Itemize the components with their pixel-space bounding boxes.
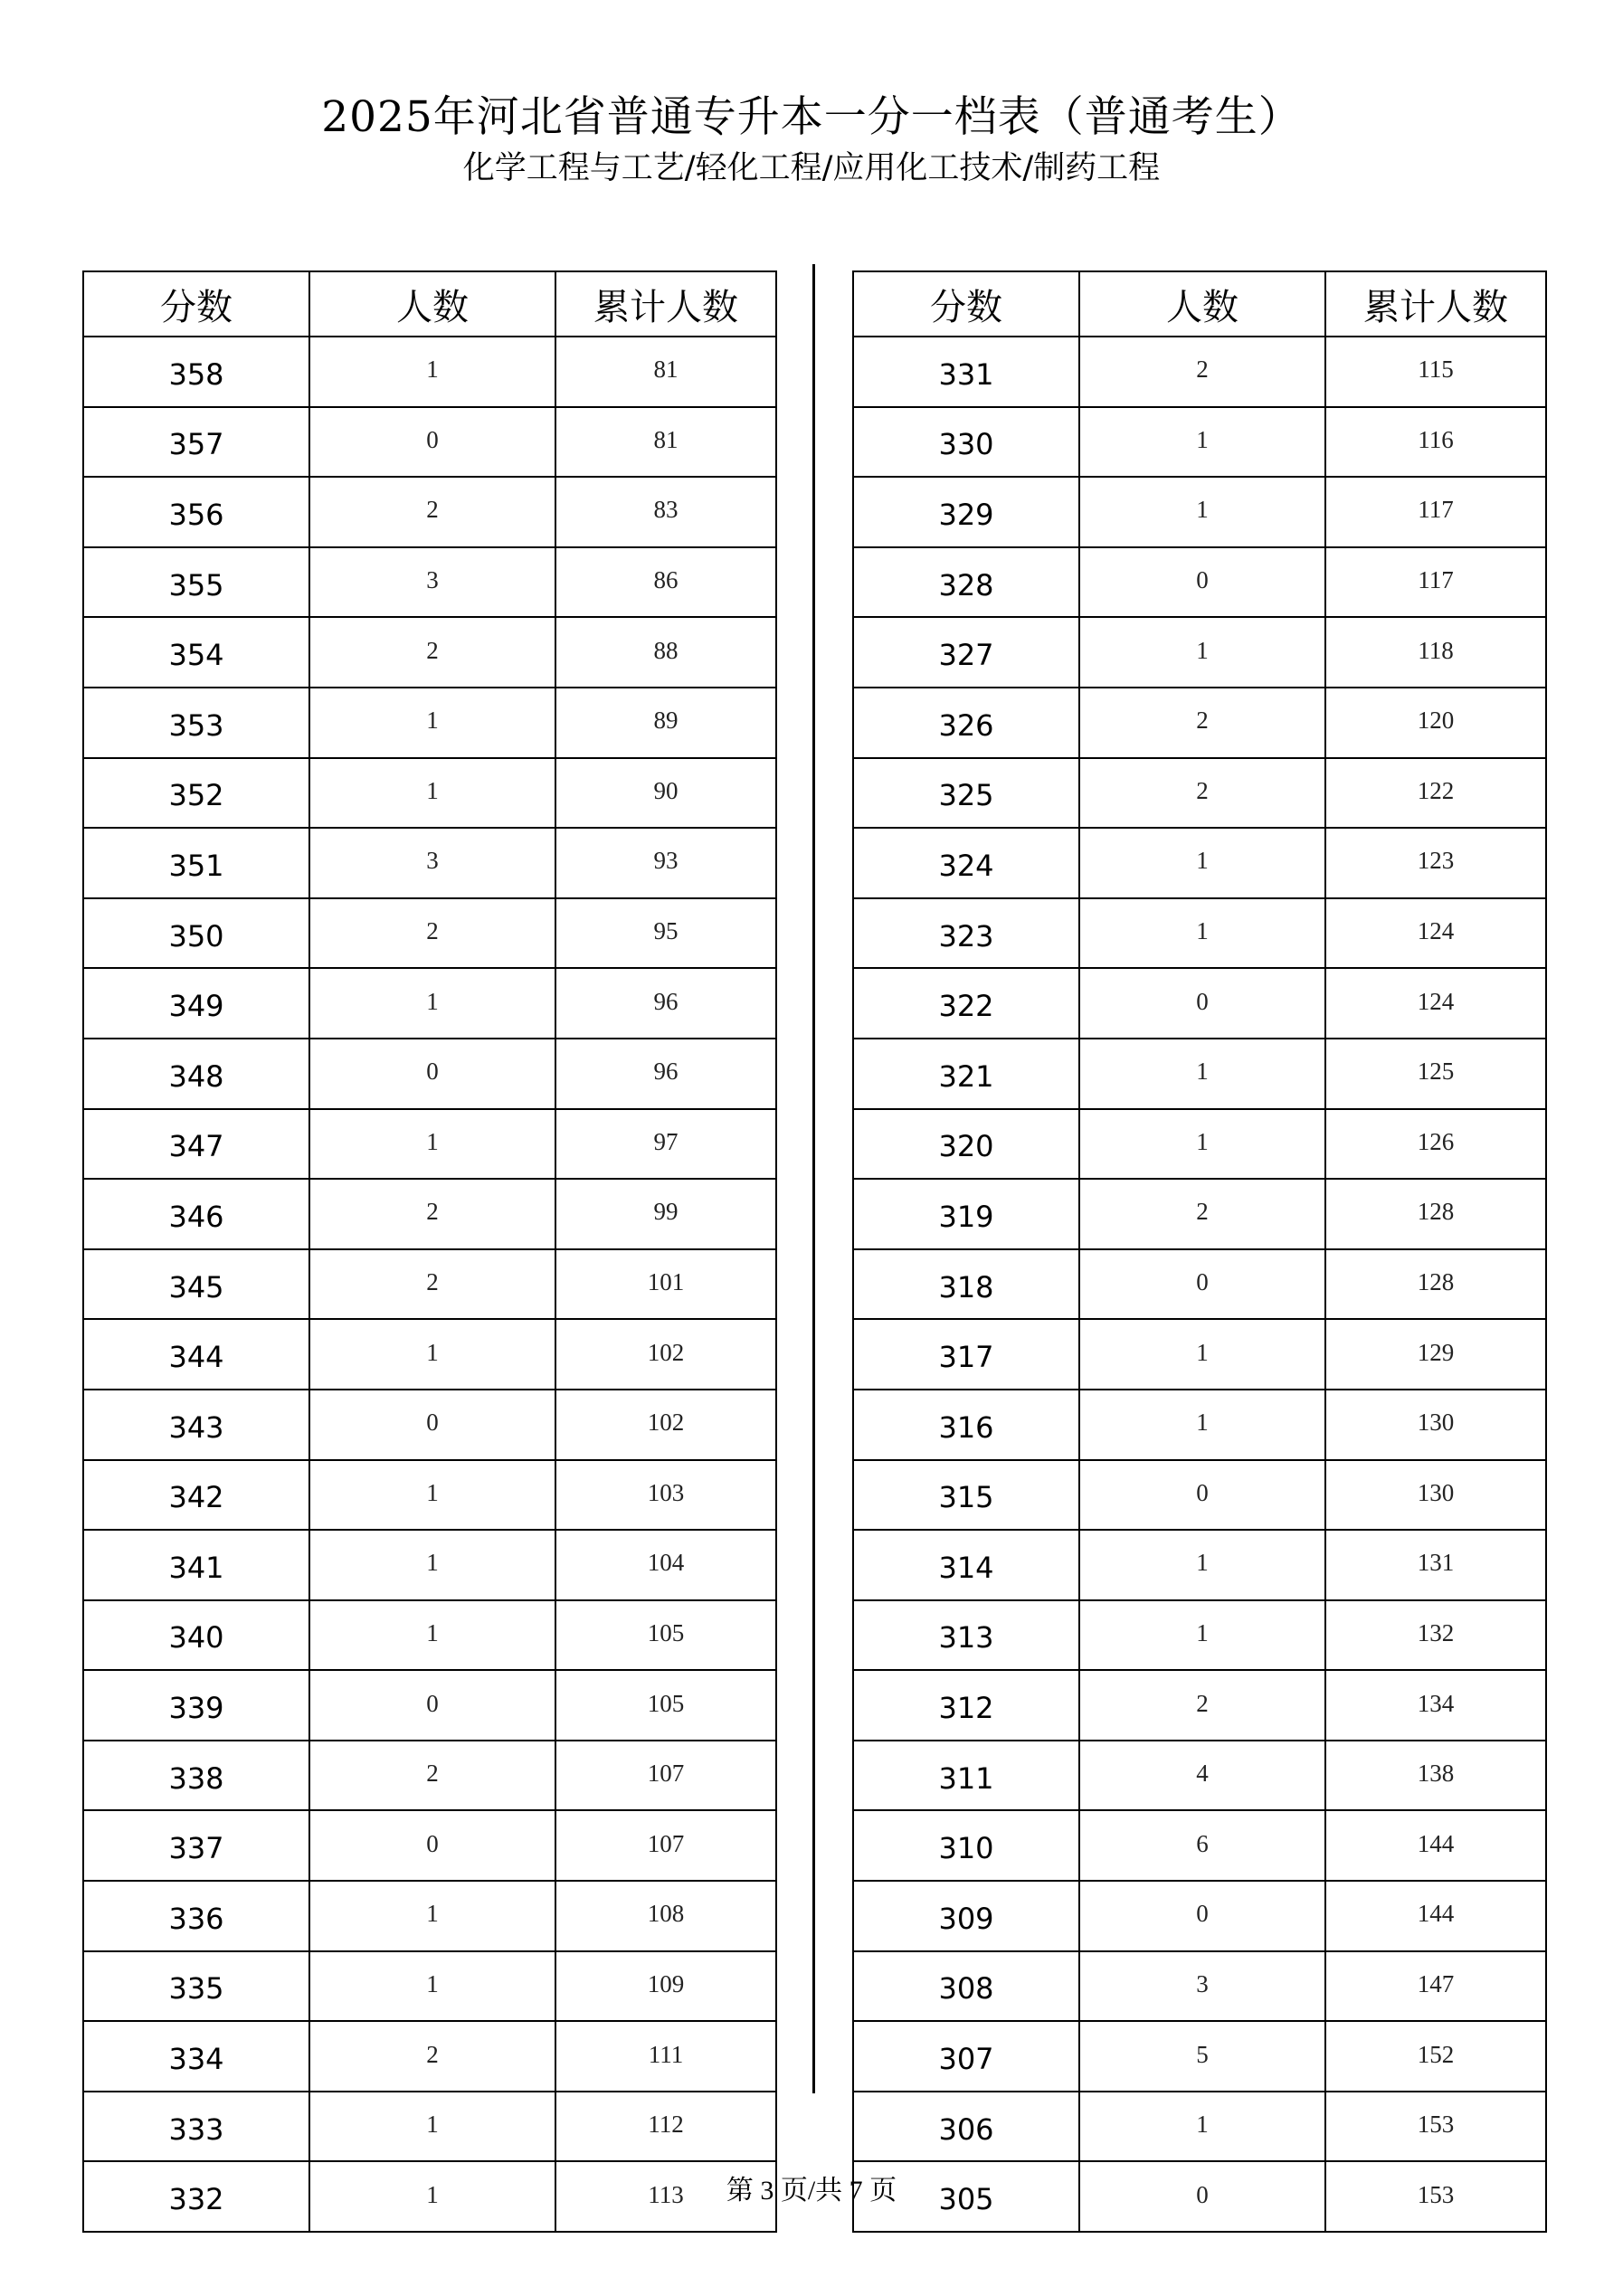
score-cell: 350 <box>83 898 309 969</box>
table-row <box>83 1600 776 1671</box>
score-cell: 314 <box>853 1530 1079 1600</box>
score-table-right <box>852 270 1547 2233</box>
score-cell: 346 <box>83 1179 309 1249</box>
cumulative-cell: 125 <box>1325 1039 1546 1109</box>
count-cell: 1 <box>1079 1390 1325 1460</box>
count-cell: 4 <box>1079 1741 1325 1811</box>
column-divider <box>812 264 815 2093</box>
score-cell: 355 <box>83 547 309 618</box>
cumulative-cell: 105 <box>555 1600 776 1671</box>
table-row <box>83 968 776 1039</box>
table-header-row <box>853 271 1546 337</box>
cumulative-cell: 131 <box>1325 1530 1546 1600</box>
count-cell: 0 <box>309 1390 555 1460</box>
table-row <box>83 1390 776 1460</box>
score-cell: 348 <box>83 1039 309 1109</box>
header-cumulative: 累计人数 <box>555 271 776 337</box>
count-cell: 6 <box>1079 1810 1325 1881</box>
table-row <box>83 407 776 478</box>
score-cell: 315 <box>853 1460 1079 1531</box>
count-cell: 0 <box>1079 547 1325 618</box>
count-cell: 3 <box>1079 1951 1325 2022</box>
score-cell: 335 <box>83 1951 309 2022</box>
score-cell: 338 <box>83 1741 309 1811</box>
cumulative-cell: 124 <box>1325 898 1546 969</box>
score-cell: 311 <box>853 1741 1079 1811</box>
table-row <box>83 898 776 969</box>
count-cell: 2 <box>309 1179 555 1249</box>
table-row <box>853 1109 1546 1180</box>
score-cell: 305 <box>853 2161 1079 2232</box>
table-row <box>83 2021 776 2092</box>
cumulative-cell: 144 <box>1325 1810 1546 1881</box>
score-cell: 307 <box>853 2021 1079 2092</box>
score-cell: 323 <box>853 898 1079 969</box>
count-cell: 0 <box>1079 1460 1325 1531</box>
page-footer: 第 3 页/共 7 页 <box>726 2176 897 2206</box>
count-cell: 1 <box>1079 1530 1325 1600</box>
count-cell: 2 <box>309 1249 555 1320</box>
table-row <box>853 1179 1546 1249</box>
cumulative-cell: 113 <box>555 2161 776 2232</box>
cumulative-cell: 130 <box>1325 1460 1546 1531</box>
table-row <box>853 477 1546 547</box>
count-cell: 1 <box>309 1951 555 2022</box>
cumulative-cell: 93 <box>555 828 776 898</box>
count-cell: 1 <box>309 1600 555 1671</box>
table-row <box>83 337 776 407</box>
score-cell: 344 <box>83 1319 309 1390</box>
table-row <box>83 1951 776 2022</box>
score-cell: 339 <box>83 1670 309 1741</box>
score-cell: 336 <box>83 1881 309 1951</box>
count-cell: 5 <box>1079 2021 1325 2092</box>
cumulative-cell: 124 <box>1325 968 1546 1039</box>
count-cell: 0 <box>1079 2161 1325 2232</box>
count-cell: 3 <box>309 828 555 898</box>
score-cell: 341 <box>83 1530 309 1600</box>
score-cell: 326 <box>853 688 1079 758</box>
cumulative-cell: 144 <box>1325 1881 1546 1951</box>
score-cell: 353 <box>83 688 309 758</box>
table-row <box>83 758 776 829</box>
count-cell: 2 <box>309 617 555 688</box>
table-row <box>83 688 776 758</box>
table-row <box>853 617 1546 688</box>
cumulative-cell: 116 <box>1325 407 1546 478</box>
count-cell: 1 <box>309 2161 555 2232</box>
cumulative-cell: 86 <box>555 547 776 618</box>
table-row <box>83 1319 776 1390</box>
count-cell: 2 <box>1079 1179 1325 1249</box>
score-cell: 331 <box>853 337 1079 407</box>
count-cell: 1 <box>1079 1319 1325 1390</box>
cumulative-cell: 83 <box>555 477 776 547</box>
table-row <box>853 1249 1546 1320</box>
score-cell: 321 <box>853 1039 1079 1109</box>
score-cell: 343 <box>83 1390 309 1460</box>
count-cell: 1 <box>309 1530 555 1600</box>
table-row <box>853 758 1546 829</box>
cumulative-cell: 103 <box>555 1460 776 1531</box>
score-cell: 316 <box>853 1390 1079 1460</box>
table-row <box>83 547 776 618</box>
cumulative-cell: 117 <box>1325 547 1546 618</box>
cumulative-cell: 126 <box>1325 1109 1546 1180</box>
table-row <box>83 1670 776 1741</box>
table-row <box>83 1249 776 1320</box>
header-cumulative: 累计人数 <box>1325 271 1546 337</box>
cumulative-cell: 129 <box>1325 1319 1546 1390</box>
table-row <box>853 1951 1546 2022</box>
table-row <box>83 477 776 547</box>
cumulative-cell: 128 <box>1325 1179 1546 1249</box>
count-cell: 1 <box>1079 898 1325 969</box>
table-row <box>853 1460 1546 1531</box>
count-cell: 3 <box>309 547 555 618</box>
score-cell: 308 <box>853 1951 1079 2022</box>
table-row <box>853 1600 1546 1671</box>
table-row <box>853 407 1546 478</box>
table-row <box>853 1319 1546 1390</box>
cumulative-cell: 108 <box>555 1881 776 1951</box>
count-cell: 1 <box>1079 1109 1325 1180</box>
count-cell: 2 <box>309 898 555 969</box>
count-cell: 1 <box>1079 2092 1325 2162</box>
score-cell: 327 <box>853 617 1079 688</box>
count-cell: 2 <box>1079 688 1325 758</box>
page-title: 2025年河北省普通专升本一分一档表（普通考生） <box>321 92 1302 142</box>
cumulative-cell: 81 <box>555 407 776 478</box>
cumulative-cell: 123 <box>1325 828 1546 898</box>
count-cell: 1 <box>1079 1600 1325 1671</box>
table-row <box>853 1810 1546 1881</box>
count-cell: 2 <box>1079 1670 1325 1741</box>
score-cell: 351 <box>83 828 309 898</box>
table-row <box>83 1109 776 1180</box>
table-row <box>853 1741 1546 1811</box>
cumulative-cell: 130 <box>1325 1390 1546 1460</box>
count-cell: 0 <box>1079 1881 1325 1951</box>
cumulative-cell: 138 <box>1325 1741 1546 1811</box>
score-table-right-body <box>853 337 1546 2232</box>
table-row <box>83 1179 776 1249</box>
cumulative-cell: 107 <box>555 1741 776 1811</box>
cumulative-cell: 99 <box>555 1179 776 1249</box>
score-cell: 352 <box>83 758 309 829</box>
cumulative-cell: 120 <box>1325 688 1546 758</box>
count-cell: 1 <box>1079 1039 1325 1109</box>
header-count: 人数 <box>1079 271 1325 337</box>
cumulative-cell: 112 <box>555 2092 776 2162</box>
cumulative-cell: 95 <box>555 898 776 969</box>
count-cell: 1 <box>1079 828 1325 898</box>
score-cell: 354 <box>83 617 309 688</box>
count-cell: 1 <box>309 1881 555 1951</box>
table-header-row <box>83 271 776 337</box>
count-cell: 2 <box>1079 758 1325 829</box>
score-table-left-body <box>83 337 776 2232</box>
score-cell: 317 <box>853 1319 1079 1390</box>
cumulative-cell: 105 <box>555 1670 776 1741</box>
score-cell: 332 <box>83 2161 309 2232</box>
count-cell: 2 <box>309 477 555 547</box>
score-cell: 320 <box>853 1109 1079 1180</box>
score-cell: 349 <box>83 968 309 1039</box>
score-cell: 337 <box>83 1810 309 1881</box>
count-cell: 1 <box>309 1109 555 1180</box>
cumulative-cell: 132 <box>1325 1600 1546 1671</box>
cumulative-cell: 147 <box>1325 1951 1546 2022</box>
count-cell: 0 <box>309 1039 555 1109</box>
score-cell: 329 <box>853 477 1079 547</box>
table-row <box>853 968 1546 1039</box>
score-cell: 334 <box>83 2021 309 2092</box>
count-cell: 0 <box>1079 968 1325 1039</box>
cumulative-cell: 109 <box>555 1951 776 2022</box>
score-cell: 357 <box>83 407 309 478</box>
table-row <box>853 898 1546 969</box>
table-row <box>853 1670 1546 1741</box>
cumulative-cell: 97 <box>555 1109 776 1180</box>
cumulative-cell: 111 <box>555 2021 776 2092</box>
table-row <box>83 1039 776 1109</box>
header-score: 分数 <box>853 271 1079 337</box>
cumulative-cell: 118 <box>1325 617 1546 688</box>
score-cell: 345 <box>83 1249 309 1320</box>
table-row <box>853 337 1546 407</box>
table-row <box>853 1530 1546 1600</box>
table-row <box>83 828 776 898</box>
count-cell: 0 <box>309 407 555 478</box>
cumulative-cell: 81 <box>555 337 776 407</box>
score-cell: 309 <box>853 1881 1079 1951</box>
score-cell: 328 <box>853 547 1079 618</box>
cumulative-cell: 122 <box>1325 758 1546 829</box>
table-row <box>853 1039 1546 1109</box>
table-row <box>853 2092 1546 2162</box>
table-row <box>853 688 1546 758</box>
score-cell: 310 <box>853 1810 1079 1881</box>
page-subtitle: 化学工程与工艺/轻化工程/应用化工技术/制药工程 <box>462 150 1161 186</box>
count-cell: 1 <box>309 1319 555 1390</box>
table-row <box>853 1881 1546 1951</box>
header-count: 人数 <box>309 271 555 337</box>
cumulative-cell: 153 <box>1325 2161 1546 2232</box>
table-row <box>83 617 776 688</box>
table-row <box>853 1390 1546 1460</box>
cumulative-cell: 90 <box>555 758 776 829</box>
score-cell: 322 <box>853 968 1079 1039</box>
cumulative-cell: 117 <box>1325 477 1546 547</box>
count-cell: 0 <box>309 1810 555 1881</box>
count-cell: 1 <box>309 758 555 829</box>
cumulative-cell: 153 <box>1325 2092 1546 2162</box>
count-cell: 2 <box>309 1741 555 1811</box>
count-cell: 1 <box>1079 477 1325 547</box>
table-row <box>83 1530 776 1600</box>
score-cell: 347 <box>83 1109 309 1180</box>
count-cell: 2 <box>309 2021 555 2092</box>
count-cell: 2 <box>1079 337 1325 407</box>
count-cell: 0 <box>309 1670 555 1741</box>
score-cell: 319 <box>853 1179 1079 1249</box>
score-cell: 358 <box>83 337 309 407</box>
score-cell: 356 <box>83 477 309 547</box>
score-table-left <box>82 270 777 2233</box>
cumulative-cell: 89 <box>555 688 776 758</box>
table-row <box>83 1460 776 1531</box>
score-cell: 333 <box>83 2092 309 2162</box>
cumulative-cell: 96 <box>555 1039 776 1109</box>
cumulative-cell: 102 <box>555 1390 776 1460</box>
count-cell: 1 <box>309 337 555 407</box>
score-cell: 325 <box>853 758 1079 829</box>
score-cell: 306 <box>853 2092 1079 2162</box>
cumulative-cell: 88 <box>555 617 776 688</box>
cumulative-cell: 152 <box>1325 2021 1546 2092</box>
score-cell: 318 <box>853 1249 1079 1320</box>
table-row <box>853 828 1546 898</box>
score-cell: 342 <box>83 1460 309 1531</box>
score-cell: 324 <box>853 828 1079 898</box>
table-row <box>83 1810 776 1881</box>
cumulative-cell: 134 <box>1325 1670 1546 1741</box>
header-score: 分数 <box>83 271 309 337</box>
cumulative-cell: 115 <box>1325 337 1546 407</box>
score-cell: 340 <box>83 1600 309 1671</box>
count-cell: 0 <box>1079 1249 1325 1320</box>
count-cell: 1 <box>1079 407 1325 478</box>
cumulative-cell: 101 <box>555 1249 776 1320</box>
score-cell: 313 <box>853 1600 1079 1671</box>
count-cell: 1 <box>309 1460 555 1531</box>
score-cell: 330 <box>853 407 1079 478</box>
table-row <box>853 2021 1546 2092</box>
cumulative-cell: 128 <box>1325 1249 1546 1320</box>
cumulative-cell: 104 <box>555 1530 776 1600</box>
table-row <box>83 1881 776 1951</box>
table-row <box>853 547 1546 618</box>
cumulative-cell: 96 <box>555 968 776 1039</box>
table-row <box>83 1741 776 1811</box>
score-cell: 312 <box>853 1670 1079 1741</box>
cumulative-cell: 107 <box>555 1810 776 1881</box>
count-cell: 1 <box>309 688 555 758</box>
cumulative-cell: 102 <box>555 1319 776 1390</box>
count-cell: 1 <box>1079 617 1325 688</box>
count-cell: 1 <box>309 2092 555 2162</box>
table-row <box>83 2092 776 2162</box>
count-cell: 1 <box>309 968 555 1039</box>
